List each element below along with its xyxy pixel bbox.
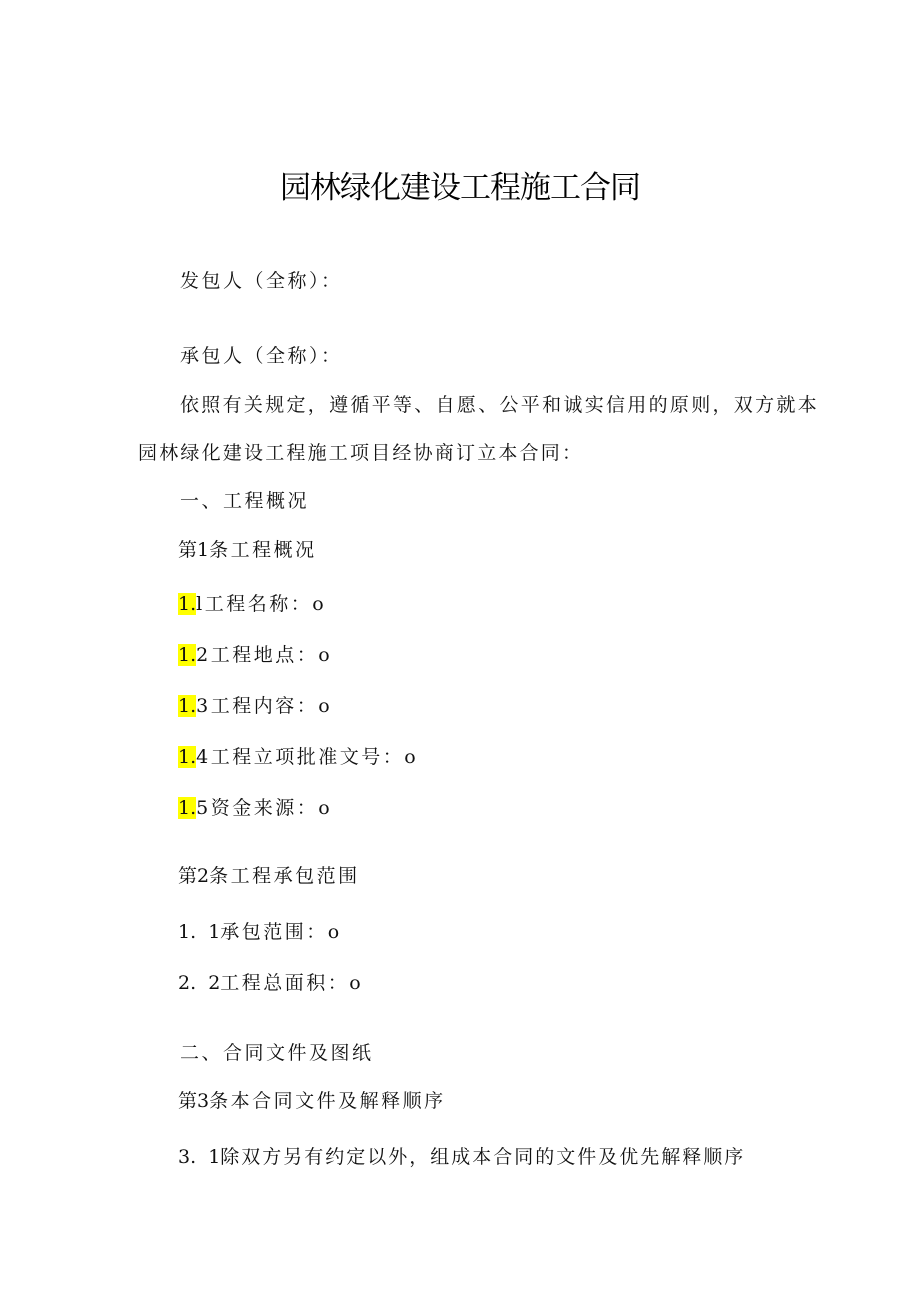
list-item [178, 642, 332, 668]
preamble-line-1: 依照有关规定，遵循平等、自愿、公平和诚实信用的原则，双方就本 [180, 394, 820, 416]
article-3-heading [178, 1088, 446, 1114]
list-item-text: l工程名称：o [196, 593, 327, 615]
highlighted-number: 1. [178, 797, 197, 819]
list-item-number: 2. 2 [178, 972, 221, 994]
section-1-heading: 一、工程概况 [180, 490, 310, 512]
list-item-number: 3. 1 [178, 1146, 221, 1168]
article-1-number: 第1 [178, 539, 210, 561]
list-item [178, 744, 418, 770]
article-3-number: 第3 [178, 1090, 210, 1112]
preamble-line-2: 园林绿化建设工程施工项目经协商订立本合同： [138, 442, 584, 464]
highlighted-number: 1. [178, 644, 197, 666]
list-item-text: 2工程地点：o [196, 644, 333, 666]
employer-label: 发包人（全称）： [180, 270, 343, 292]
highlighted-number: 1. [178, 746, 197, 768]
highlighted-number: 1. [178, 695, 197, 717]
article-2-number: 第2 [178, 865, 210, 887]
list-item [178, 970, 363, 996]
highlighted-number: 1. [178, 593, 197, 615]
list-item-text: 除双方另有约定以外，组成本合同的文件及优先解释顺序 [220, 1146, 746, 1168]
document-title: 园林绿化建设工程施工合同 [280, 170, 640, 206]
list-item [178, 591, 326, 617]
list-item-text: 3工程内容：o [196, 695, 333, 717]
article-2-text: 条工程承包范围 [209, 865, 360, 887]
list-item-number: 1. 1 [178, 921, 221, 943]
article-3-text: 条本合同文件及解释顺序 [209, 1090, 446, 1112]
article-1-heading [178, 537, 317, 563]
list-item [178, 919, 342, 945]
article-1-text: 条工程概况 [209, 539, 317, 561]
list-item-text: 4工程立项批准文号：o [196, 746, 419, 768]
list-item-text: 5资金来源：o [196, 797, 333, 819]
list-item [178, 795, 332, 821]
list-item-text: 工程总面积：o [220, 972, 364, 994]
section-2-heading: 二、合同文件及图纸 [180, 1042, 374, 1064]
contractor-label: 承包人（全称）： [180, 345, 343, 367]
list-item [178, 1144, 745, 1170]
list-item-text: 承包范围：o [220, 921, 342, 943]
list-item [178, 693, 332, 719]
article-2-heading [178, 863, 360, 889]
